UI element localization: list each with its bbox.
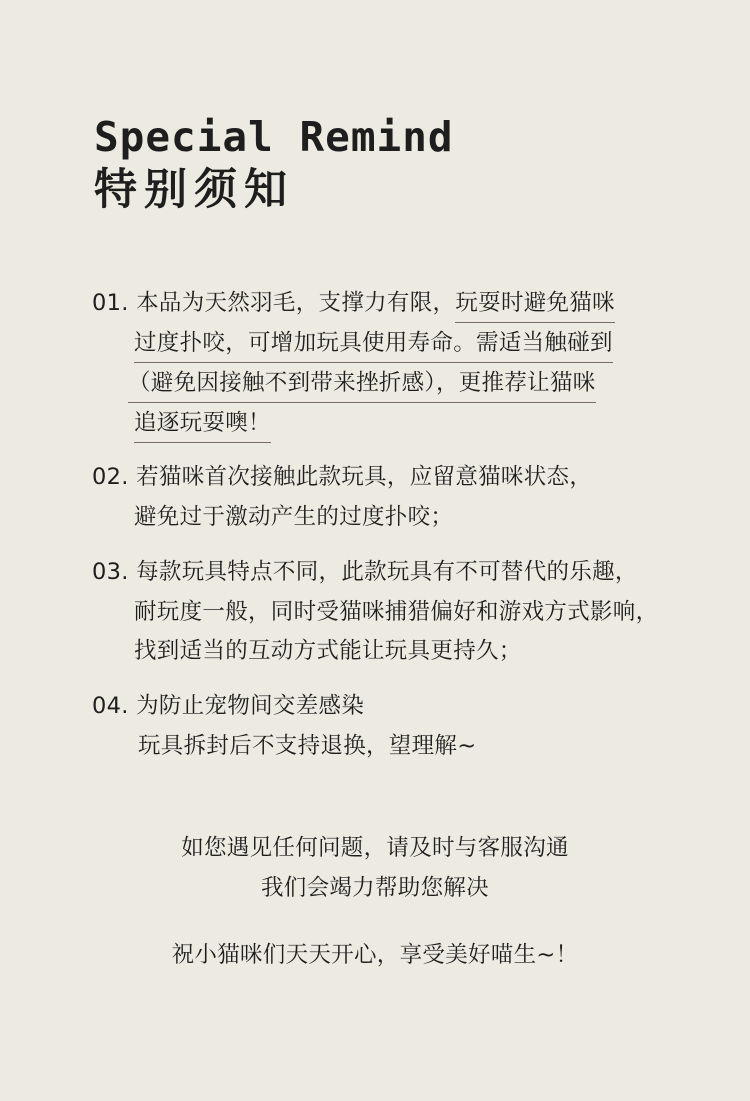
notice-line: 耐玩度一般，同时受猫咪捕猎偏好和游戏方式影响，: [134, 599, 659, 625]
title-english: Special Remind: [94, 113, 454, 161]
closing-line: 祝小猫咪们天天开心，享受美好喵生~！: [171, 942, 579, 968]
notice-line: [134, 328, 613, 358]
notice-text-underlined: 玩耍时避免猫咪: [455, 290, 615, 323]
notice-text-underlined: （避免因接触不到带来挫折感），更推荐让猫咪: [128, 370, 596, 403]
closing-line: 我们会竭力帮助您解决: [260, 875, 489, 901]
notice-line: [134, 408, 271, 438]
notice-line: 04. 为防止宠物间交差感染: [92, 693, 365, 719]
notice-line: [128, 368, 596, 398]
notice-line: 02. 若猫咪首次接触此款玩具，应留意猫咪状态，: [92, 464, 593, 490]
notice-line: 避免过于激动产生的过度扑咬；: [134, 504, 454, 530]
closing-line: 如您遇见任何问题，请及时与客服沟通: [181, 835, 569, 861]
notice-text-underlined: 追逐玩耍噢！: [134, 410, 271, 443]
notice-line: [92, 288, 615, 318]
notice-text: 01. 本品为天然羽毛，支撑力有限，: [92, 290, 456, 316]
notice-line: 找到适当的互动方式能让玩具更持久；: [134, 638, 522, 664]
notice-line: 03. 每款玩具特点不同，此款玩具有不可替代的乐趣，: [92, 559, 638, 585]
notice-text-underlined: 过度扑咬，可增加玩具使用寿命。需适当触碰到: [134, 330, 613, 363]
title-chinese: 特别须知: [94, 165, 294, 215]
notice-line: 玩具拆封后不支持退换，望理解~: [138, 733, 477, 759]
